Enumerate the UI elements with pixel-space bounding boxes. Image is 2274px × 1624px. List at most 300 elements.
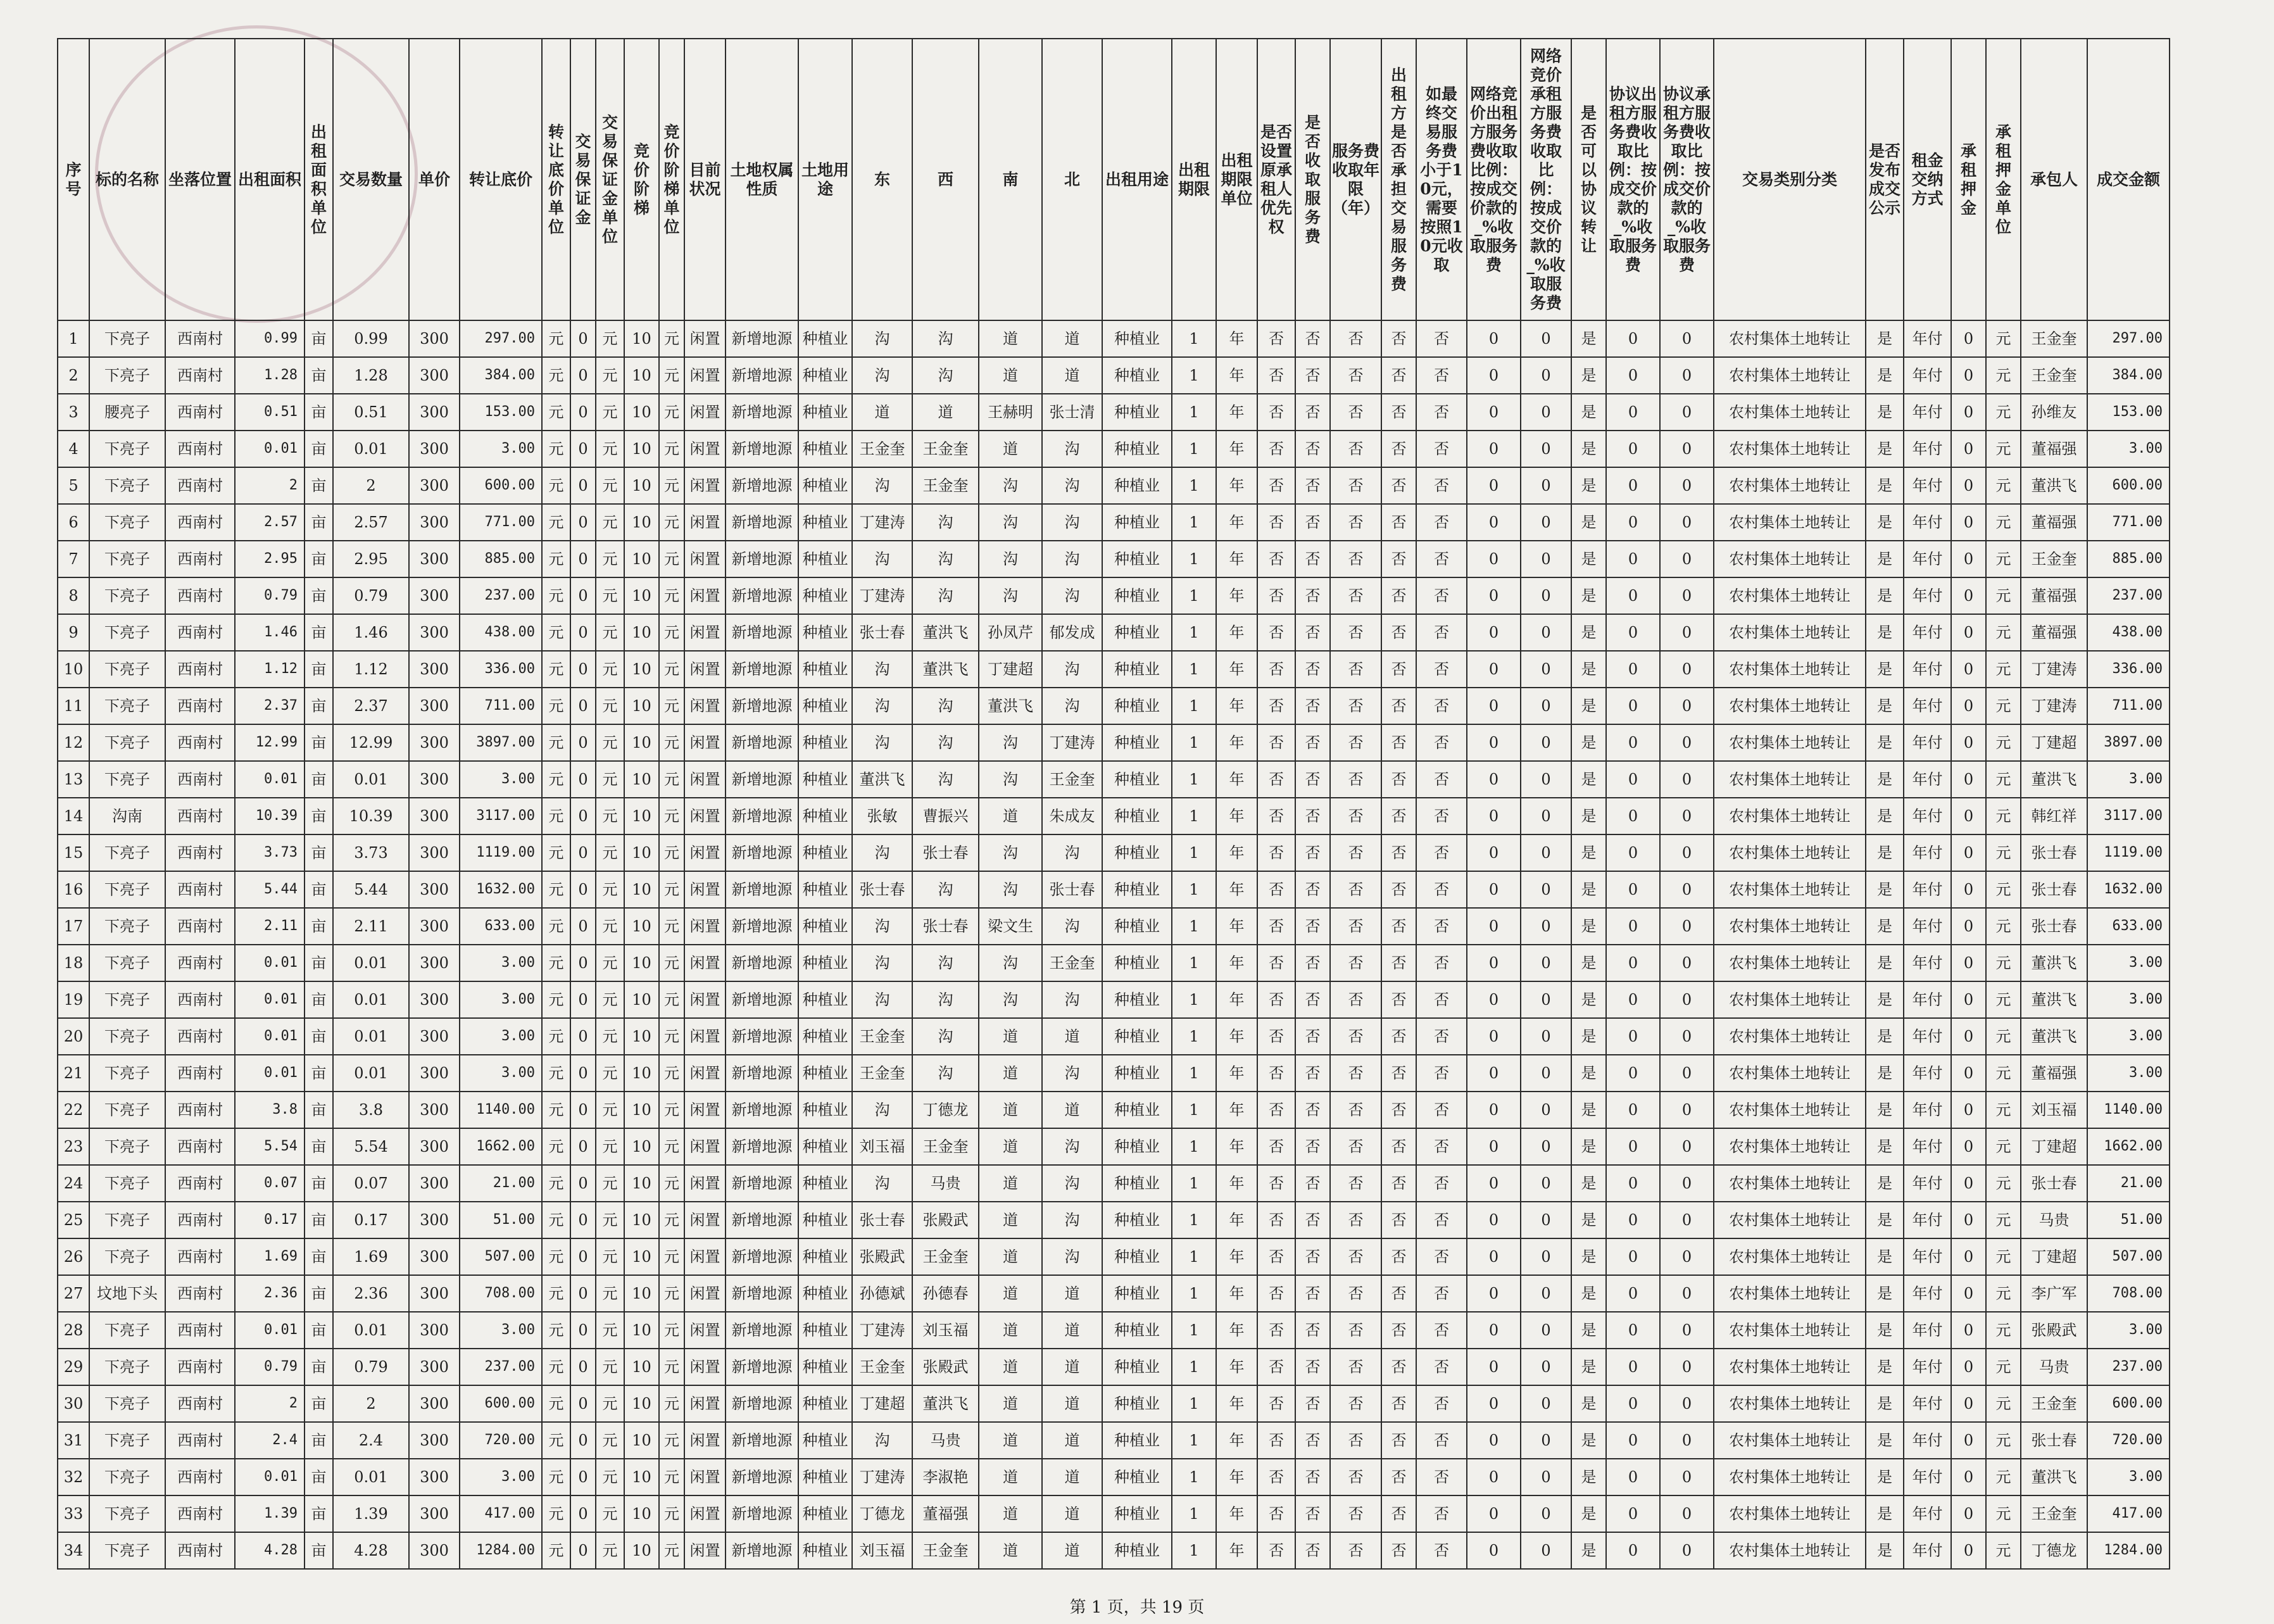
table-cell: 600.00 — [2087, 467, 2170, 504]
table-cell: 0.17 — [235, 1202, 305, 1238]
table-cell: 种植业 — [798, 1055, 852, 1092]
table-cell: 种植业 — [1102, 871, 1172, 908]
table-cell: 种植业 — [798, 834, 852, 871]
table-cell: 年 — [1216, 908, 1257, 945]
table-cell: 农村集体土地转让 — [1714, 394, 1866, 431]
table-cell: 0 — [1521, 1349, 1571, 1385]
table-cell: 1119.00 — [2087, 834, 2170, 871]
table-cell: 元 — [596, 1202, 624, 1238]
table-cell: 0 — [1467, 945, 1521, 981]
table-cell: 0 — [1606, 1532, 1660, 1569]
table-cell: 否 — [1257, 1202, 1295, 1238]
table-cell: 0 — [1467, 1165, 1521, 1202]
table-row — [58, 981, 2170, 1018]
table-cell: 是 — [1571, 945, 1606, 981]
table-cell: 0 — [1951, 1165, 1986, 1202]
table-cell: 种植业 — [1102, 688, 1172, 724]
table-cell: 年 — [1216, 1312, 1257, 1349]
table-cell: 否 — [1257, 871, 1295, 908]
table-cell: 李淑艳 — [912, 1459, 979, 1495]
table-cell: 农村集体土地转让 — [1714, 1055, 1866, 1092]
table-cell: 否 — [1416, 908, 1467, 945]
table-cell: 237.00 — [2087, 1349, 2170, 1385]
table-cell: 否 — [1295, 504, 1330, 541]
table-cell: 是 — [1866, 541, 1904, 577]
table-cell: 种植业 — [798, 1422, 852, 1459]
table-cell: 否 — [1257, 1459, 1295, 1495]
table-cell: 0 — [1521, 467, 1571, 504]
table-cell: 3.00 — [2087, 945, 2170, 981]
table-cell: 元 — [1986, 394, 2021, 431]
table-cell: 0 — [1660, 1312, 1714, 1349]
table-cell: 年付 — [1904, 1018, 1951, 1055]
table-cell: 亩 — [305, 1238, 333, 1275]
table-cell: 元 — [659, 1238, 684, 1275]
table-cell: 种植业 — [798, 1128, 852, 1165]
table-cell: 孙凤芹 — [979, 614, 1042, 651]
table-cell: 否 — [1330, 1128, 1381, 1165]
table-cell: 否 — [1295, 1092, 1330, 1128]
table-cell: 道 — [979, 1238, 1042, 1275]
table-cell: 元 — [1986, 945, 2021, 981]
table-row — [58, 1532, 2170, 1569]
table-cell: 元 — [1986, 834, 2021, 871]
table-cell: 丁建超 — [979, 651, 1042, 688]
table-cell: 西南村 — [165, 394, 235, 431]
table-cell: 0 — [1467, 798, 1521, 834]
table-cell: 亩 — [305, 1312, 333, 1349]
table-cell: 否 — [1295, 981, 1330, 1018]
table-cell: 2.37 — [333, 688, 409, 724]
table-cell: 771.00 — [460, 504, 542, 541]
table-cell: 西南村 — [165, 981, 235, 1018]
table-cell: 2 — [333, 1385, 409, 1422]
table-cell: 元 — [542, 614, 570, 651]
table-cell: 0 — [1606, 1202, 1660, 1238]
table-cell: 0 — [570, 908, 596, 945]
table-cell: 否 — [1381, 1165, 1416, 1202]
table-cell: 元 — [596, 1275, 624, 1312]
table-cell: 0 — [1521, 1422, 1571, 1459]
table-cell: 年 — [1216, 1238, 1257, 1275]
table-cell: 沟 — [912, 688, 979, 724]
table-cell: 0 — [1521, 688, 1571, 724]
table-cell: 元 — [659, 834, 684, 871]
table-cell: 种植业 — [1102, 1459, 1172, 1495]
table-cell: 种植业 — [798, 798, 852, 834]
table-cell: 1632.00 — [460, 871, 542, 908]
table-cell: 道 — [1042, 1495, 1102, 1532]
table-cell: 元 — [596, 1532, 624, 1569]
table-cell: 道 — [979, 1459, 1042, 1495]
table-cell: 元 — [596, 1422, 624, 1459]
table-cell: 300 — [409, 688, 460, 724]
table-cell: 0 — [1660, 724, 1714, 761]
table-cell: 否 — [1416, 541, 1467, 577]
table-cell: 是 — [1571, 577, 1606, 614]
table-cell: 元 — [542, 1385, 570, 1422]
table-cell: 0 — [1606, 577, 1660, 614]
table-cell: 元 — [596, 1018, 624, 1055]
table-cell: 腰亮子 — [89, 394, 165, 431]
column-header: 网络竞价承租方服务费收取比例：按成交价款的_%收取服务费 — [1521, 39, 1571, 320]
table-cell: 沟 — [1042, 1128, 1102, 1165]
column-header: 交易保证金单位 — [596, 39, 624, 320]
table-cell: 农村集体土地转让 — [1714, 467, 1866, 504]
table-cell: 否 — [1381, 724, 1416, 761]
table-cell: 是 — [1866, 1532, 1904, 1569]
table-cell: 否 — [1381, 614, 1416, 651]
table-cell: 0 — [1467, 577, 1521, 614]
table-row — [58, 1275, 2170, 1312]
table-cell: 0 — [1467, 981, 1521, 1018]
table-cell: 沟 — [1042, 1202, 1102, 1238]
table-cell: 元 — [542, 1422, 570, 1459]
table-cell: 771.00 — [2087, 504, 2170, 541]
table-cell: 亩 — [305, 577, 333, 614]
table-cell: 新增地源 — [726, 1495, 798, 1532]
table-cell: 0 — [1660, 467, 1714, 504]
table-cell: 元 — [1986, 871, 2021, 908]
table-cell: 元 — [596, 1165, 624, 1202]
table-cell: 0 — [570, 688, 596, 724]
table-cell: 种植业 — [798, 431, 852, 467]
table-cell: 沟 — [1042, 1165, 1102, 1202]
table-cell: 沟 — [979, 577, 1042, 614]
column-header: 协议承租方服务费收取比例：按成交价款的_%收取服务费 — [1660, 39, 1714, 320]
table-cell: 元 — [1986, 1128, 2021, 1165]
table-cell: 300 — [409, 1018, 460, 1055]
table-cell: 1 — [1172, 798, 1216, 834]
table-cell: 0 — [1467, 504, 1521, 541]
table-cell: 否 — [1381, 320, 1416, 357]
table-cell: 0 — [1660, 1055, 1714, 1092]
table-cell: 沟 — [1042, 688, 1102, 724]
table-cell: 年 — [1216, 1495, 1257, 1532]
table-cell: 年付 — [1904, 504, 1951, 541]
table-cell: 1 — [58, 320, 89, 357]
table-cell: 否 — [1257, 1092, 1295, 1128]
table-cell: 新增地源 — [726, 1128, 798, 1165]
table-cell: 10 — [624, 541, 659, 577]
table-cell: 0 — [1660, 1532, 1714, 1569]
table-cell: 是 — [1571, 908, 1606, 945]
table-cell: 0 — [1951, 614, 1986, 651]
table-cell: 种植业 — [1102, 1312, 1172, 1349]
table-cell: 元 — [1986, 761, 2021, 798]
table-cell: 亩 — [305, 981, 333, 1018]
table-cell: 元 — [596, 1238, 624, 1275]
table-cell: 年 — [1216, 1055, 1257, 1092]
table-cell: 885.00 — [2087, 541, 2170, 577]
table-cell: 0 — [570, 798, 596, 834]
table-cell: 下亮子 — [89, 541, 165, 577]
table-cell: 17 — [58, 908, 89, 945]
table-cell: 元 — [542, 431, 570, 467]
column-header: 单价 — [409, 39, 460, 320]
table-cell: 张士春 — [852, 871, 912, 908]
column-header: 北 — [1042, 39, 1102, 320]
table-cell: 0 — [1521, 798, 1571, 834]
table-cell: 否 — [1381, 871, 1416, 908]
table-cell: 种植业 — [1102, 798, 1172, 834]
table-cell: 西南村 — [165, 798, 235, 834]
table-cell: 年付 — [1904, 467, 1951, 504]
table-cell: 沟 — [912, 871, 979, 908]
table-cell: 年 — [1216, 1422, 1257, 1459]
table-cell: 0 — [1951, 651, 1986, 688]
table-cell: 下亮子 — [89, 724, 165, 761]
table-cell: 384.00 — [460, 357, 542, 394]
table-cell: 年 — [1216, 504, 1257, 541]
table-cell: 10 — [624, 320, 659, 357]
table-cell: 年付 — [1904, 1092, 1951, 1128]
table-cell: 10 — [624, 1312, 659, 1349]
table-cell: 沟 — [979, 724, 1042, 761]
table-cell: 丁建超 — [2021, 1238, 2087, 1275]
table-cell: 10 — [624, 504, 659, 541]
table-cell: 是 — [1866, 1312, 1904, 1349]
table-cell: 633.00 — [2087, 908, 2170, 945]
table-cell: 元 — [1986, 1312, 2021, 1349]
table-row — [58, 1238, 2170, 1275]
table-cell: 10 — [624, 357, 659, 394]
table-cell: 0.01 — [235, 431, 305, 467]
column-header: 转让底价单位 — [542, 39, 570, 320]
table-cell: 闲置 — [684, 1349, 726, 1385]
table-cell: 0 — [1606, 394, 1660, 431]
table-cell: 元 — [596, 504, 624, 541]
table-cell: 否 — [1381, 1238, 1416, 1275]
table-cell: 下亮子 — [89, 1349, 165, 1385]
table-cell: 王金奎 — [852, 1018, 912, 1055]
column-header: 是否可以协议转让 — [1571, 39, 1606, 320]
table-cell: 闲置 — [684, 614, 726, 651]
table-cell: 道 — [979, 1165, 1042, 1202]
table-cell: 元 — [542, 688, 570, 724]
table-cell: 是 — [1571, 467, 1606, 504]
table-cell: 0 — [1606, 504, 1660, 541]
table-cell: 农村集体土地转让 — [1714, 871, 1866, 908]
table-cell: 是 — [1866, 1459, 1904, 1495]
table-cell: 农村集体土地转让 — [1714, 981, 1866, 1018]
table-cell: 年付 — [1904, 1532, 1951, 1569]
table-cell: 元 — [659, 504, 684, 541]
table-cell: 元 — [659, 577, 684, 614]
table-cell: 董洪飞 — [979, 688, 1042, 724]
table-cell: 年 — [1216, 467, 1257, 504]
table-cell: 3.00 — [460, 1018, 542, 1055]
table-cell: 0 — [1660, 614, 1714, 651]
table-cell: 0 — [1951, 1459, 1986, 1495]
table-cell: 1.69 — [235, 1238, 305, 1275]
table-cell: 丁建涛 — [852, 1459, 912, 1495]
table-cell: 年付 — [1904, 1202, 1951, 1238]
table-cell: 丁建超 — [2021, 724, 2087, 761]
table-cell: 西南村 — [165, 467, 235, 504]
table-cell: 闲置 — [684, 1495, 726, 1532]
table-cell: 董洪飞 — [2021, 1459, 2087, 1495]
table-cell: 0 — [1521, 871, 1571, 908]
table-cell: 28 — [58, 1312, 89, 1349]
table-cell: 种植业 — [1102, 431, 1172, 467]
table-cell: 道 — [1042, 1422, 1102, 1459]
table-cell: 2 — [235, 1385, 305, 1422]
table-cell: 0 — [1951, 1202, 1986, 1238]
table-cell: 新增地源 — [726, 871, 798, 908]
table-cell: 亩 — [305, 1128, 333, 1165]
table-cell: 元 — [1986, 1275, 2021, 1312]
table-cell: 新增地源 — [726, 1275, 798, 1312]
table-cell: 0 — [1521, 541, 1571, 577]
table-cell: 否 — [1416, 688, 1467, 724]
table-cell: 新增地源 — [726, 504, 798, 541]
table-cell: 元 — [596, 651, 624, 688]
table-cell: 张士春 — [852, 1202, 912, 1238]
table-cell: 0 — [1606, 320, 1660, 357]
table-cell: 是 — [1571, 1312, 1606, 1349]
table-cell: 沟 — [979, 761, 1042, 798]
table-cell: 丁建涛 — [2021, 651, 2087, 688]
table-cell: 种植业 — [1102, 504, 1172, 541]
table-row — [58, 467, 2170, 504]
table-cell: 3.73 — [333, 834, 409, 871]
table-cell: 下亮子 — [89, 467, 165, 504]
column-header: 出租面积单位 — [305, 39, 333, 320]
table-cell: 道 — [979, 1349, 1042, 1385]
table-cell: 10 — [624, 945, 659, 981]
table-cell: 0 — [1521, 1275, 1571, 1312]
table-cell: 沟 — [1042, 981, 1102, 1018]
table-cell: 种植业 — [1102, 394, 1172, 431]
column-header: 西 — [912, 39, 979, 320]
table-cell: 12.99 — [235, 724, 305, 761]
table-cell: 300 — [409, 1055, 460, 1092]
table-cell: 元 — [596, 761, 624, 798]
column-header: 交易数量 — [333, 39, 409, 320]
table-cell: 否 — [1381, 1275, 1416, 1312]
table-cell: 年付 — [1904, 724, 1951, 761]
table-cell: 年 — [1216, 1202, 1257, 1238]
table-cell: 1 — [1172, 834, 1216, 871]
table-cell: 元 — [542, 724, 570, 761]
table-cell: 3 — [58, 394, 89, 431]
table-cell: 0 — [1660, 688, 1714, 724]
table-cell: 否 — [1257, 357, 1295, 394]
table-cell: 种植业 — [1102, 467, 1172, 504]
table-cell: 3.00 — [460, 981, 542, 1018]
table-cell: 300 — [409, 981, 460, 1018]
table-cell: 10 — [624, 1495, 659, 1532]
table-cell: 300 — [409, 1422, 460, 1459]
table-cell: 是 — [1866, 1238, 1904, 1275]
table-cell: 600.00 — [460, 1385, 542, 1422]
table-cell: 元 — [659, 1532, 684, 1569]
table-cell: 梁文生 — [979, 908, 1042, 945]
table-cell: 曹振兴 — [912, 798, 979, 834]
table-cell: 种植业 — [1102, 1018, 1172, 1055]
table-cell: 300 — [409, 1165, 460, 1202]
table-cell: 是 — [1866, 1422, 1904, 1459]
table-cell: 300 — [409, 357, 460, 394]
table-cell: 10 — [624, 1422, 659, 1459]
table-cell: 2.37 — [235, 688, 305, 724]
table-cell: 下亮子 — [89, 834, 165, 871]
table-cell: 下亮子 — [89, 1422, 165, 1459]
table-cell: 否 — [1330, 541, 1381, 577]
table-cell: 1 — [1172, 614, 1216, 651]
table-cell: 元 — [659, 1018, 684, 1055]
table-cell: 种植业 — [798, 871, 852, 908]
table-cell: 种植业 — [798, 1165, 852, 1202]
table-cell: 300 — [409, 1128, 460, 1165]
table-cell: 道 — [1042, 1092, 1102, 1128]
table-cell: 300 — [409, 1238, 460, 1275]
table-cell: 沟 — [852, 1422, 912, 1459]
table-cell: 否 — [1416, 1202, 1467, 1238]
table-cell: 农村集体土地转让 — [1714, 577, 1866, 614]
table-cell: 农村集体土地转让 — [1714, 798, 1866, 834]
table-cell: 否 — [1416, 1459, 1467, 1495]
table-cell: 道 — [979, 1422, 1042, 1459]
table-row — [58, 871, 2170, 908]
table-cell: 农村集体土地转让 — [1714, 1165, 1866, 1202]
table-cell: 否 — [1381, 1349, 1416, 1385]
table-cell: 1.46 — [333, 614, 409, 651]
table-cell: 1 — [1172, 1349, 1216, 1385]
table-row — [58, 1018, 2170, 1055]
table-cell: 闲置 — [684, 1202, 726, 1238]
table-cell: 否 — [1381, 1018, 1416, 1055]
table-cell: 新增地源 — [726, 320, 798, 357]
table-cell: 种植业 — [798, 1385, 852, 1422]
table-cell: 否 — [1416, 431, 1467, 467]
table-cell: 0.51 — [235, 394, 305, 431]
table-cell: 年付 — [1904, 431, 1951, 467]
table-cell: 300 — [409, 1532, 460, 1569]
table-cell: 亩 — [305, 467, 333, 504]
table-cell: 新增地源 — [726, 1238, 798, 1275]
table-cell: 元 — [659, 1128, 684, 1165]
table-cell: 否 — [1330, 651, 1381, 688]
table-cell: 元 — [1986, 1459, 2021, 1495]
table-cell: 元 — [659, 467, 684, 504]
table-cell: 元 — [596, 1349, 624, 1385]
table-cell: 10 — [624, 798, 659, 834]
table-cell: 0 — [1467, 467, 1521, 504]
table-cell: 道 — [979, 357, 1042, 394]
table-cell: 0 — [1467, 724, 1521, 761]
table-cell: 是 — [1571, 431, 1606, 467]
table-cell: 道 — [1042, 1459, 1102, 1495]
table-cell: 0 — [1951, 504, 1986, 541]
table-cell: 0 — [570, 614, 596, 651]
table-cell: 1632.00 — [2087, 871, 2170, 908]
table-cell: 西南村 — [165, 1532, 235, 1569]
table-cell: 种植业 — [1102, 761, 1172, 798]
table-cell: 是 — [1866, 1275, 1904, 1312]
table-cell: 是 — [1866, 798, 1904, 834]
table-cell: 元 — [596, 614, 624, 651]
table-cell: 新增地源 — [726, 1092, 798, 1128]
table-cell: 闲置 — [684, 688, 726, 724]
table-cell: 3.00 — [2087, 761, 2170, 798]
table-cell: 是 — [1571, 357, 1606, 394]
table-cell: 0 — [1951, 1238, 1986, 1275]
table-cell: 否 — [1295, 1459, 1330, 1495]
table-cell: 沟 — [979, 981, 1042, 1018]
table-cell: 闲置 — [684, 724, 726, 761]
